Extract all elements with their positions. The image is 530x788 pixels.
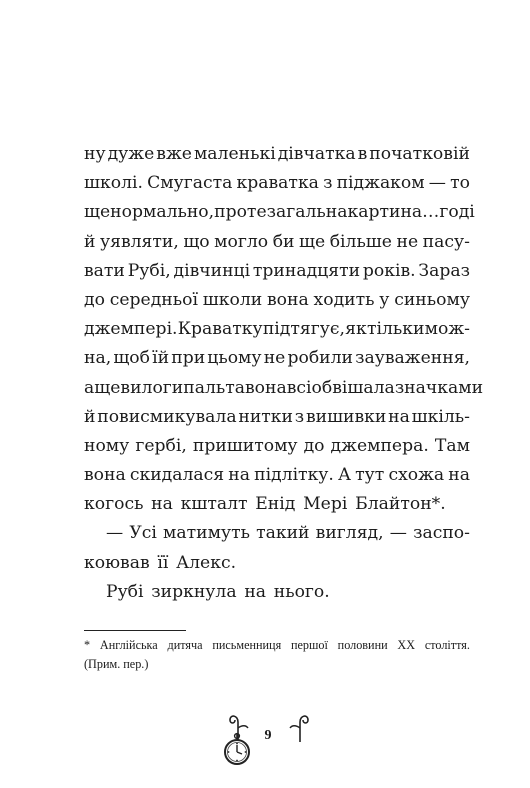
text-line: а ще вилоги пальта вона всі обвішала значками	[84, 377, 484, 398]
text-line: школі. Смугаста краватка з піджаком — то	[84, 173, 470, 194]
text-line: на, щоб їй при цьому не робили зауваження,	[84, 348, 470, 369]
footnote-line: (Прим. пер.)	[84, 657, 149, 671]
text-line: до середньої школи вона ходить у синьому	[84, 289, 470, 310]
text-line: коював її Алекс.	[84, 552, 237, 573]
text-line: й уявляти, що могло би ще більше не пасу-	[84, 231, 470, 252]
text-line: джемпері. Краватку підтягує, як тільки мож-	[84, 319, 470, 340]
text-line: Рубі зиркнула на нього.	[106, 581, 330, 602]
text-line: ному гербі, пришитому до джемпера. Там	[84, 435, 470, 456]
text-line: ну дуже вже маленькі дівчатка в початковій	[84, 144, 470, 164]
text-line: когось на кшталт Енід Мері Блайтон*.	[84, 494, 446, 515]
footnote	[84, 636, 470, 674]
text-line: — Усі матимуть такий вигляд, — заспо-	[106, 523, 470, 544]
footnote-line: * Англійська дитяча письменниця першої половини ХХ століття.	[84, 638, 470, 652]
text-line: й повисмикувала нитки з вишивки на шкіль-	[84, 406, 470, 427]
text-line: вона скидалася на підлітку. А тут схожа на	[84, 465, 470, 486]
footnote-rule	[84, 630, 186, 631]
page-number: 9	[264, 728, 272, 743]
text-line: вати Рубі, дівчинці тринадцяти років. Зараз	[84, 260, 470, 281]
text-line: ще нормально, проте загальна картина… годі	[84, 202, 475, 223]
flourish-right-icon	[286, 712, 314, 742]
page-body	[84, 140, 484, 607]
page-folio	[222, 708, 314, 764]
